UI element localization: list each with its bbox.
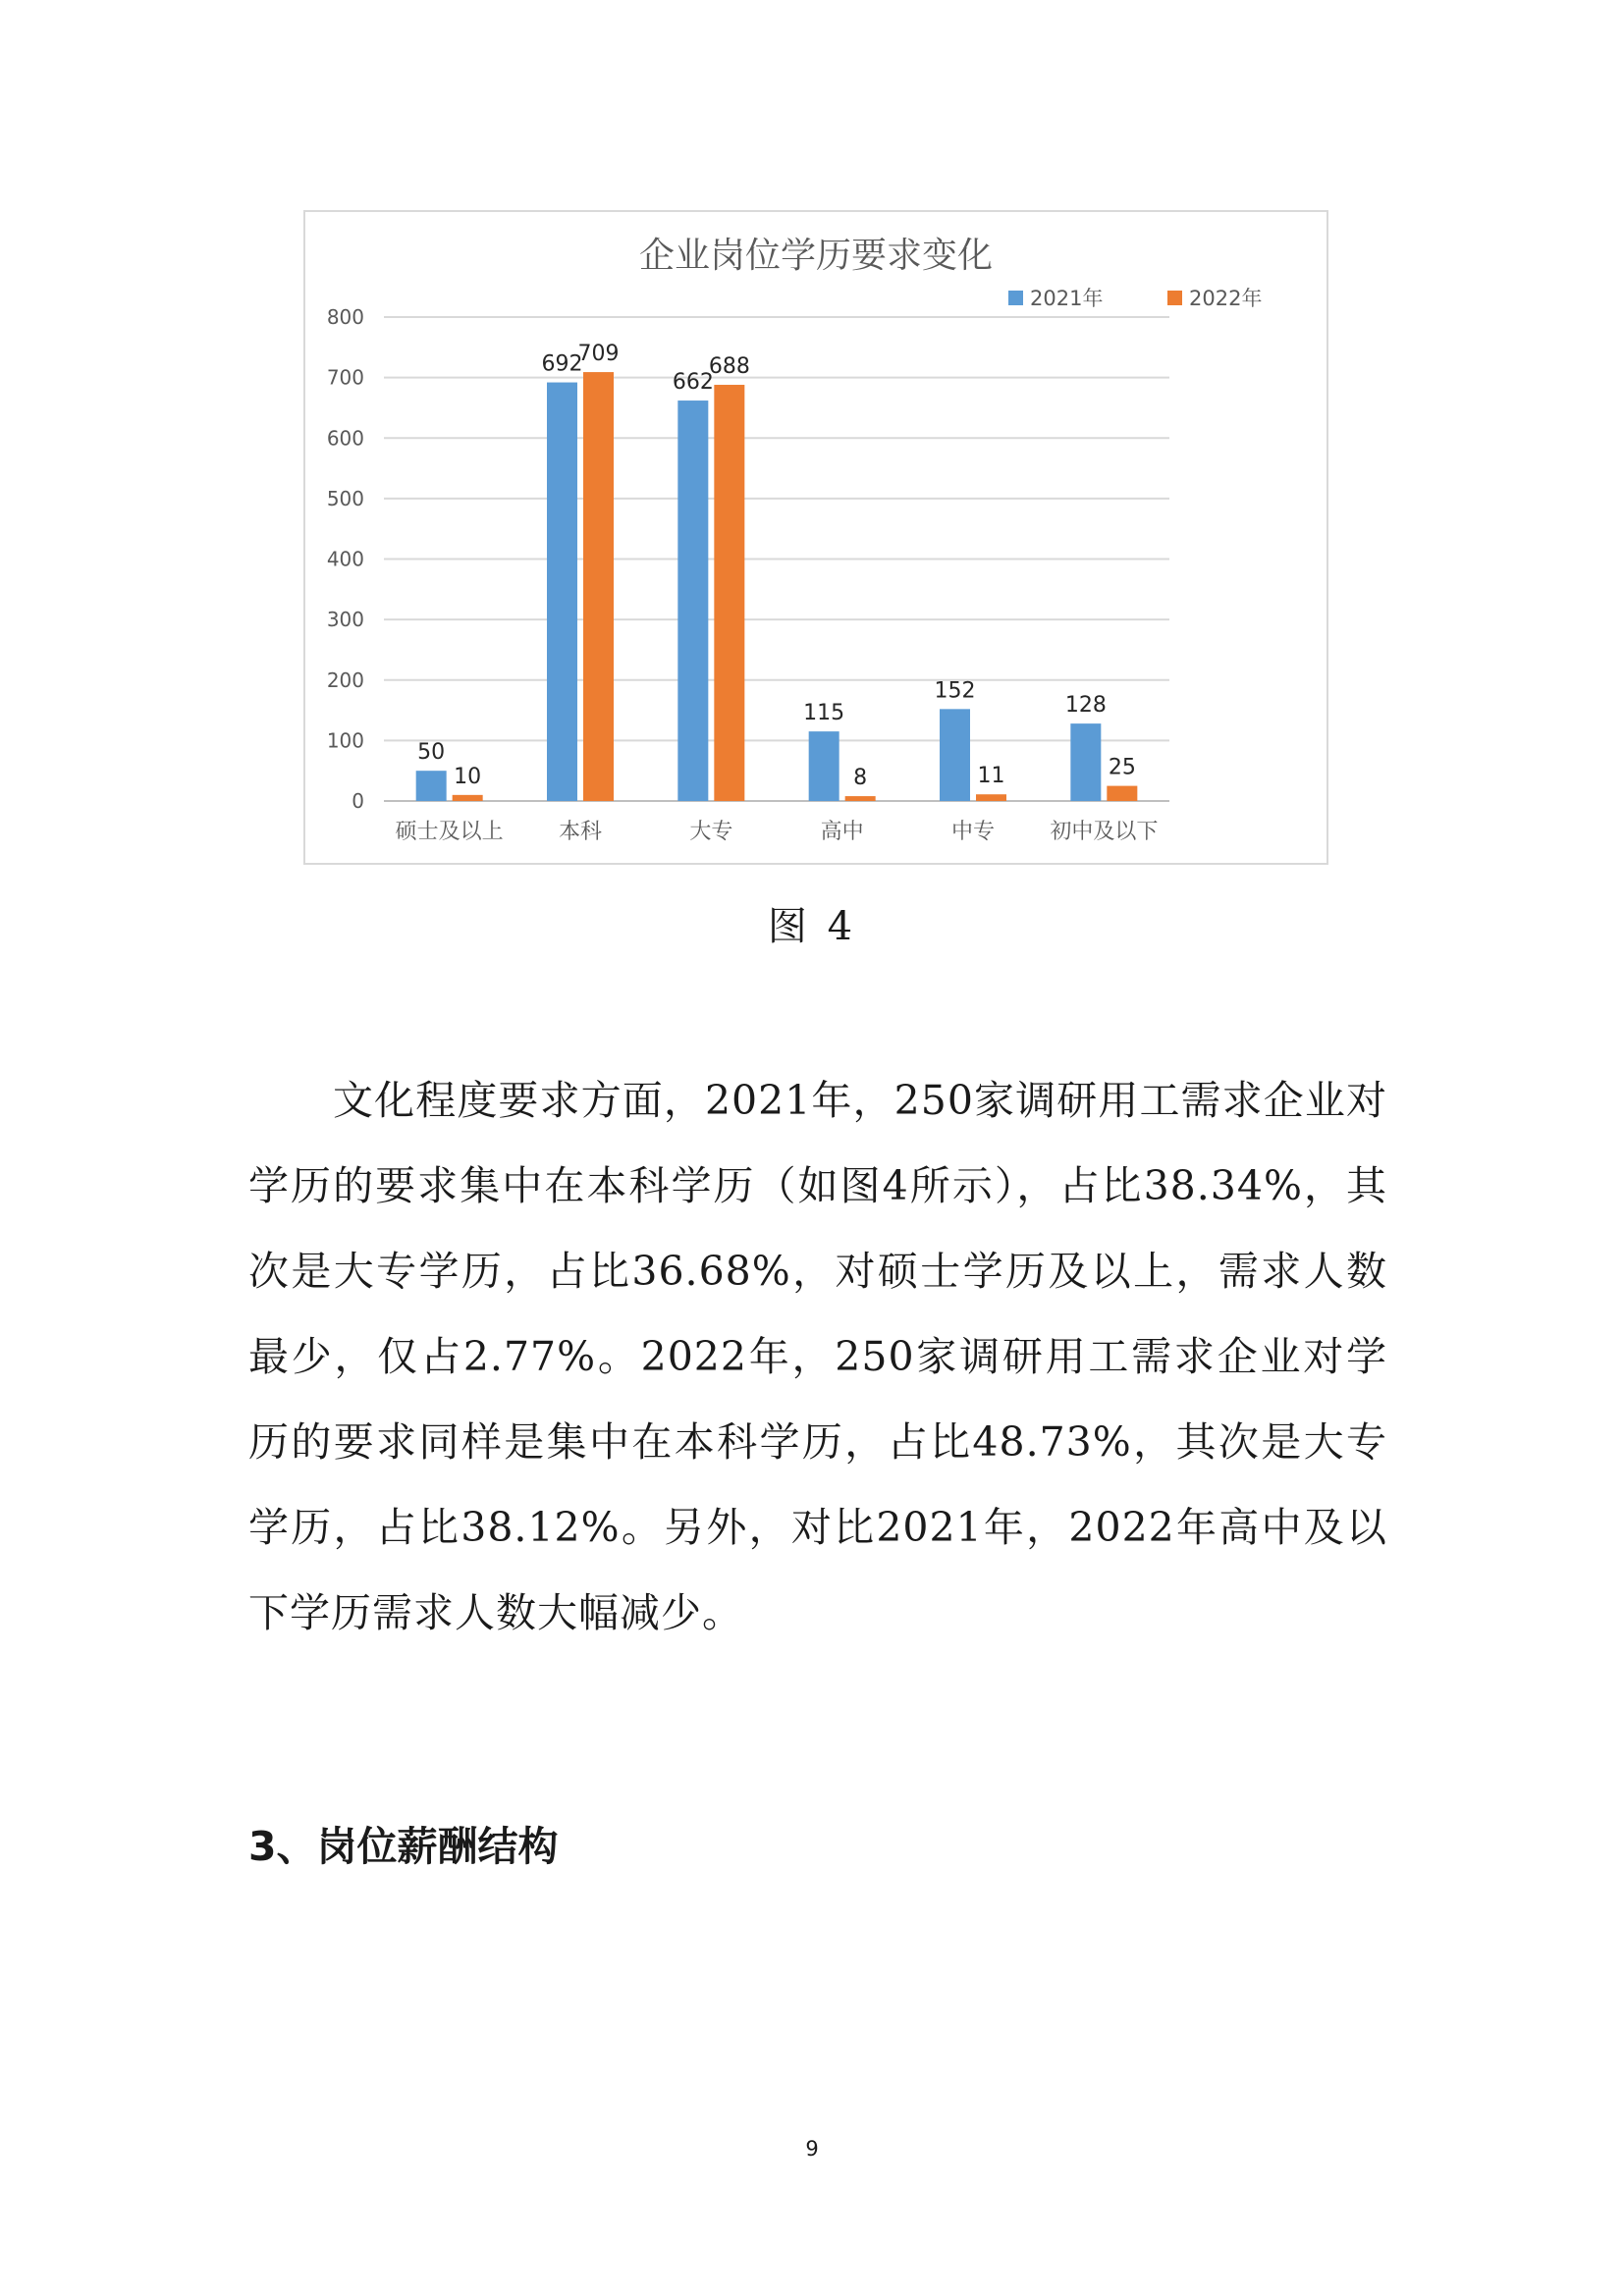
y-tick-label: 700: [326, 365, 364, 390]
y-tick-label: 500: [326, 486, 364, 510]
data-label: 662: [672, 370, 714, 396]
y-tick-label: 300: [326, 608, 364, 632]
body-paragraph: 文化程度要求方面，2021年，250家调研用工需求企业对学历的要求集中在本科学历（如图4所示），占比38.34%，其次是大专学历，占比36.68%，对硕士学历及以上，需求人数最少，仅占2.77%。2022年，250家调研用工需求企业对学历的要求同样是集中在本科学历，占比48.73%，其次是大专学历，占比38.12%。另外，对比2021年，2022年高中及以下学历需求人数大幅减少。: [248, 1077, 1387, 1636]
bar: [547, 383, 577, 801]
bar: [976, 794, 1006, 801]
legend-label: 2021年: [1030, 287, 1104, 310]
bar: [583, 372, 614, 801]
data-label: 11: [977, 764, 1005, 789]
x-tick-label: 高中: [820, 820, 864, 844]
y-tick-label: 0: [352, 789, 364, 813]
bar-chart: [305, 212, 1326, 863]
chart-container: [303, 210, 1328, 865]
y-tick-label: 800: [326, 305, 364, 329]
bar: [1070, 723, 1101, 801]
y-tick-label: 100: [326, 728, 364, 753]
data-label: 128: [1064, 693, 1107, 719]
data-label: 152: [934, 678, 976, 704]
bar: [845, 796, 876, 801]
data-label: 10: [454, 764, 482, 789]
x-tick-label: 中专: [950, 820, 996, 844]
legend-swatch: [1167, 291, 1182, 305]
bar: [453, 795, 483, 801]
data-label: 25: [1108, 755, 1136, 780]
bar: [677, 400, 708, 801]
data-label: 688: [708, 354, 750, 380]
chart-title: 企业岗位学历要求变化: [638, 236, 994, 276]
x-tick-label: 硕士及以上: [395, 820, 504, 844]
section-heading: 3、岗位薪酬结构: [248, 1823, 559, 1870]
x-tick-label: 初中及以下: [1050, 820, 1159, 844]
bar: [940, 709, 970, 801]
bar: [714, 385, 744, 801]
data-label: 50: [417, 740, 446, 766]
legend-swatch: [1008, 291, 1023, 305]
figure-caption: 图 4: [767, 904, 857, 949]
bar: [809, 731, 839, 801]
data-label: 115: [803, 701, 845, 726]
bar: [1107, 786, 1137, 801]
data-label: 709: [577, 342, 620, 367]
y-tick-label: 600: [326, 426, 364, 451]
data-label: 8: [853, 766, 868, 791]
data-label: 692: [541, 351, 583, 377]
page-number: 9: [805, 2137, 819, 2161]
x-tick-label: 大专: [689, 820, 733, 844]
y-tick-label: 200: [326, 667, 364, 692]
bar: [416, 771, 447, 801]
x-tick-label: 本科: [558, 820, 603, 844]
y-tick-label: 400: [326, 547, 364, 571]
legend-label: 2022年: [1189, 287, 1263, 310]
